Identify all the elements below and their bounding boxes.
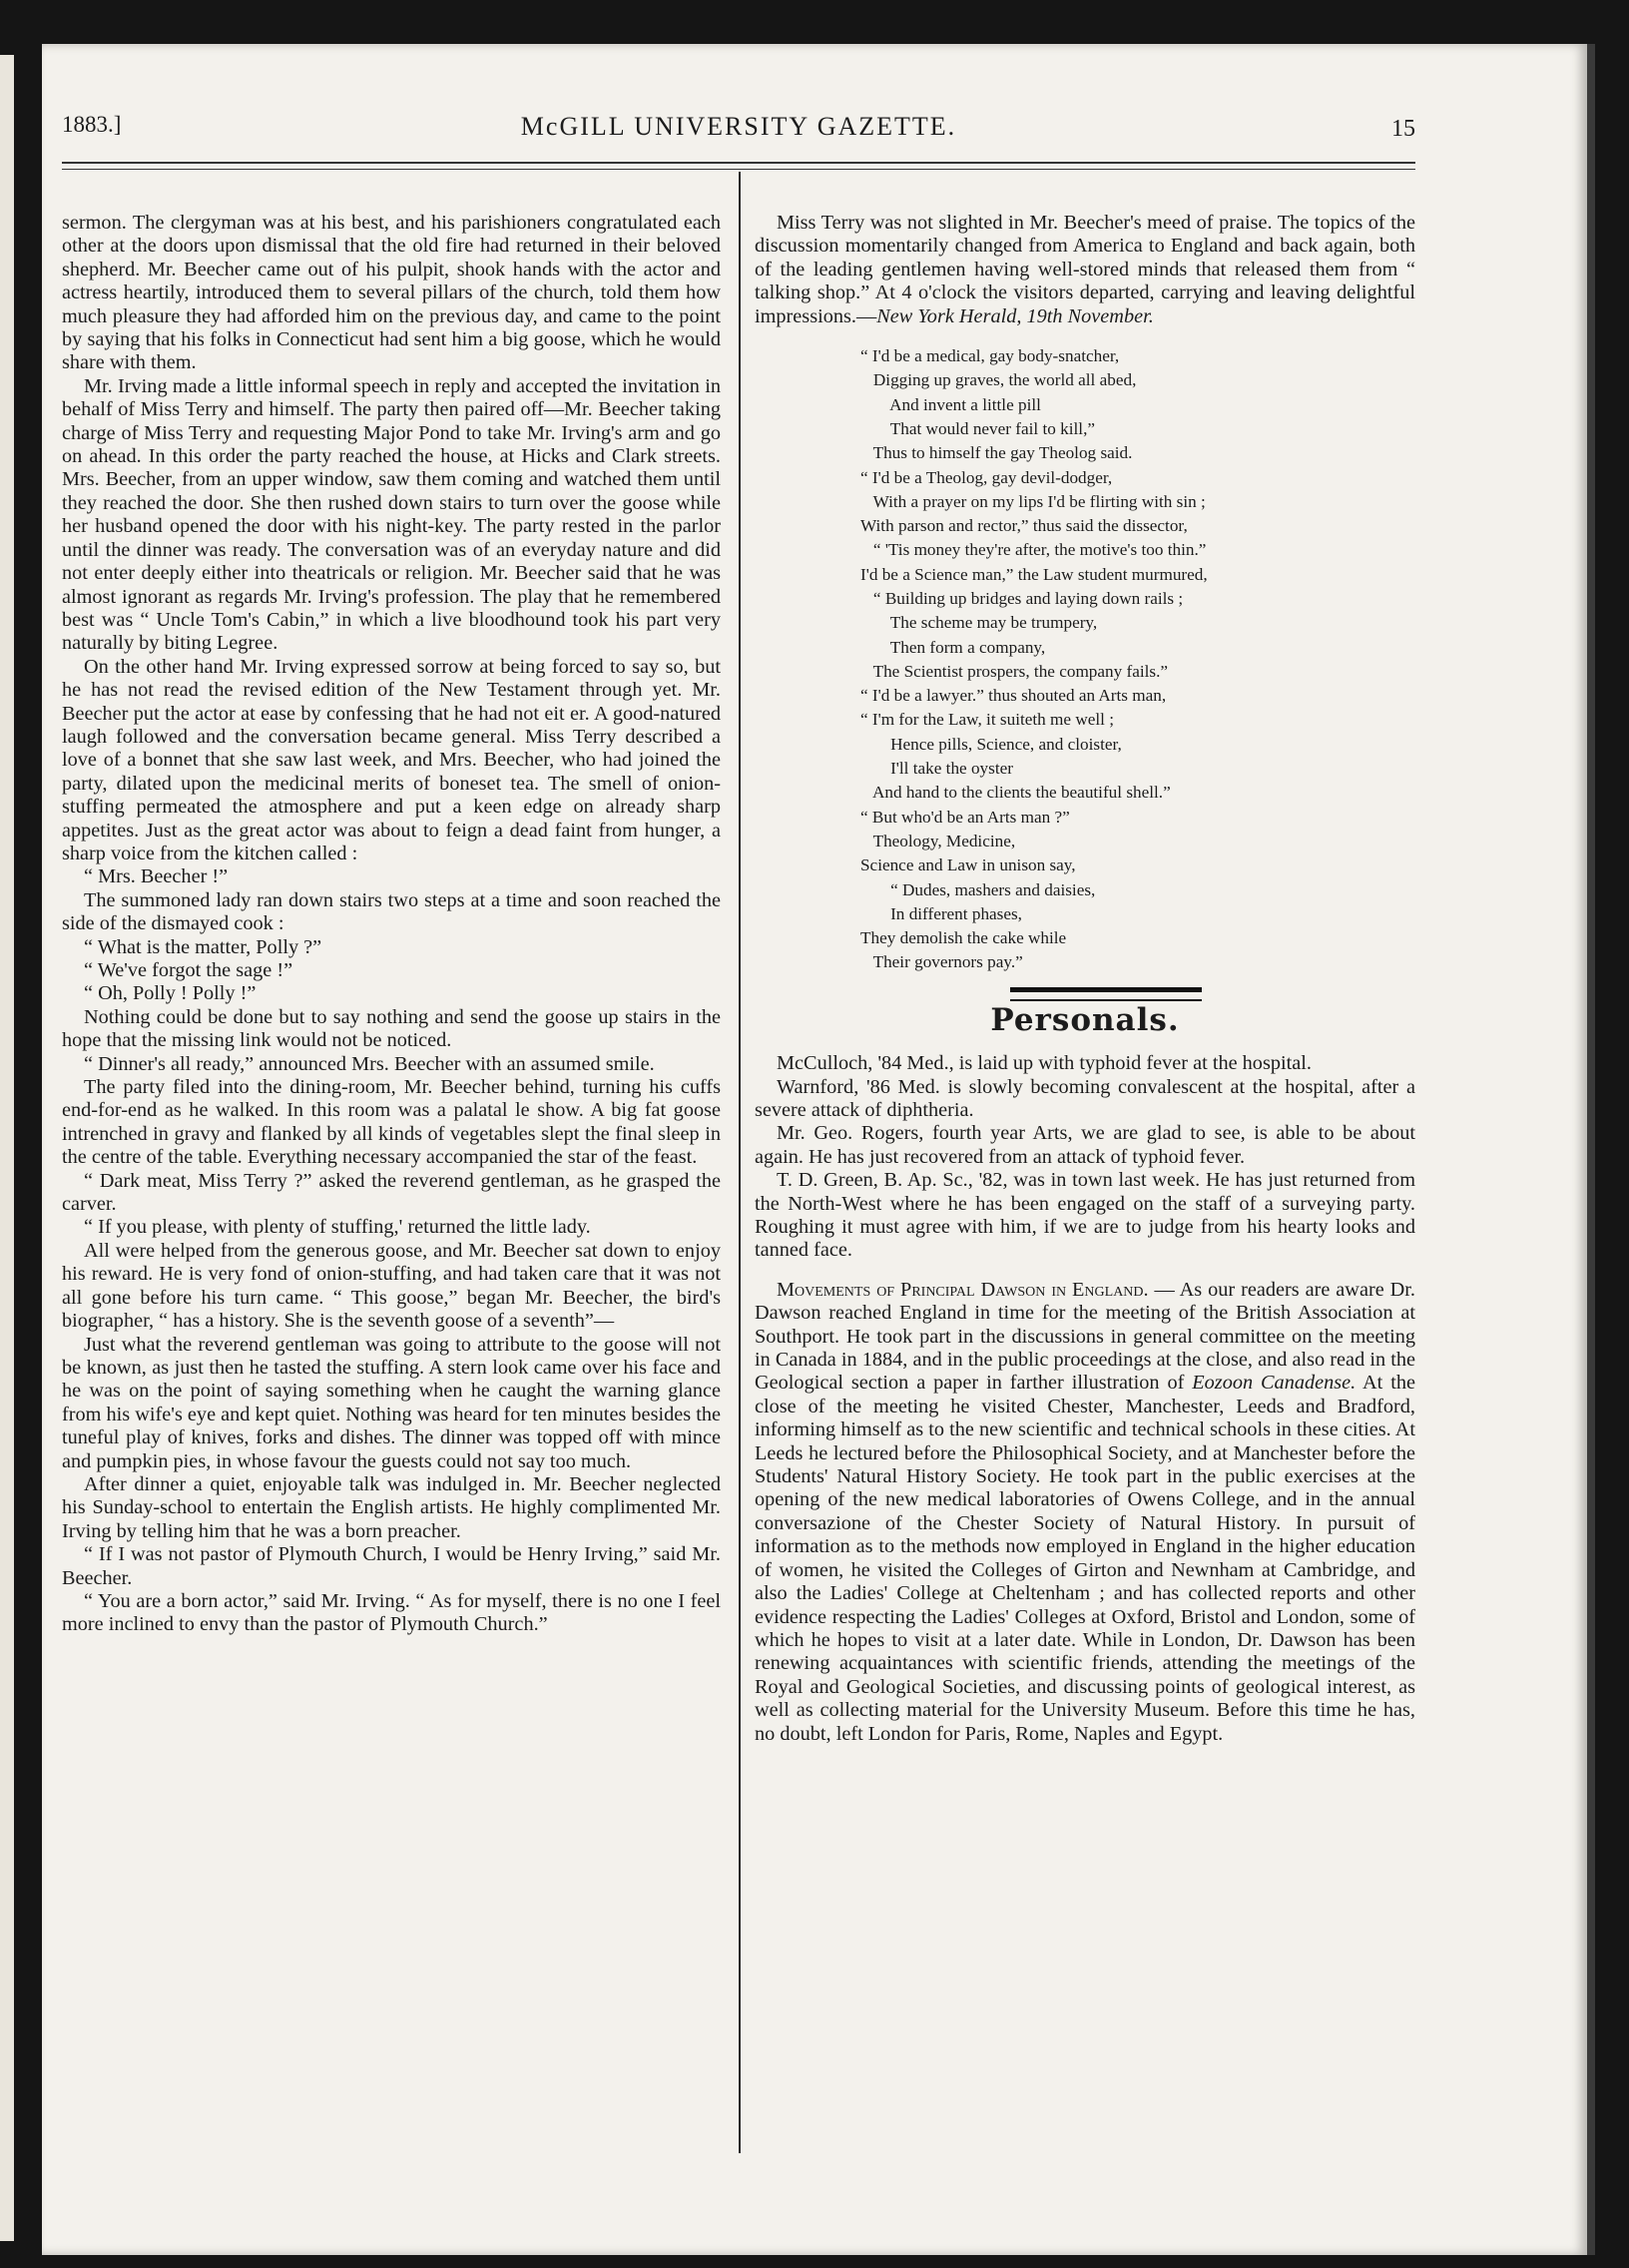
poem-line: With parson and rector,” thus said the dissector, (860, 516, 1188, 536)
dawson-heading: Movements of Principal Dawson in England. (777, 1278, 1149, 1301)
paragraph: The summoned lady ran down stairs two steps at a time and soon reached the side of the dismayed cook : (62, 888, 721, 935)
paragraph: After dinner a quiet, enjoyable talk was indulged in. Mr. Beecher neglected his Sunday-school to entertain the English artists. He highly complimented Mr. Irving by telling him that he was a born preacher. (62, 1472, 721, 1542)
section-title-personals: Personals. (990, 1001, 1180, 1038)
poem-line: Then form a company, (860, 637, 1046, 657)
page-number: 15 (1391, 116, 1415, 142)
paragraph: “ What is the matter, Polly ?” (84, 935, 322, 958)
poem-line: The Scientist prospers, the company fails.” (860, 661, 1169, 681)
poem-line: And invent a little pill (860, 394, 1041, 414)
poem-line: Science and Law in unison say, (860, 855, 1076, 875)
personal-item: Warnford, '86 Med. is slowly becoming convalescent at the hospital, after a severe attack of diphtheria. (755, 1075, 1415, 1121)
paragraph: Nothing could be done but to say nothing and send the goose up stairs in the hope that the missing link would not be noticed. (62, 1005, 721, 1052)
paragraph: “ You are a born actor,” said Mr. Irving. “ As for myself, there is no one I feel more inclined to envy than the pastor of Plymouth Church.” (62, 1589, 721, 1636)
paragraph: “ Oh, Polly ! Polly !” (84, 982, 257, 1005)
previous-page-edge (0, 55, 14, 2241)
intro-paragraph (755, 212, 1415, 328)
left-column (62, 212, 721, 1637)
personal-item: T. D. Green, B. Ap. Sc., '82, was in town last week. He has just returned from the North-West where he has been engaged on the staff of a surveying party. Roughing it must agree with him, if we are to judge from his hearty looks and tanned face. (755, 1169, 1415, 1262)
paragraph: “ If I was not pastor of Plymouth Church, I would be Henry Irving,” said Mr. Beecher. (62, 1543, 721, 1589)
paragraph: Mr. Irving made a little informal speech in reply and accepted the invitation in behalf of Miss Terry and himself. The party then paired off—Mr. Beecher taking charge of Miss Terry and requesting Major Pond to take Mr. Irving's arm and go on ahead. In this order the party reached the house, at Hicks and Clark streets. Mrs. Beecher, from an upper window, saw them coming and watched them until they reached the door. She then rushed down stairs to turn over the goose while her husband opened the door with his night-key. The party rested in the parlor until the dinner was ready. The conversation was of an everyday nature and did not enter deeply either into theatricals or religion. Mr. Beecher said that he was almost ignorant as regards Mr. Irving's profession. The play that he remembered best was “ Uncle Tom's Cabin,” in which a live bloodhound took his part very naturally by biting Legree. (62, 374, 721, 655)
paragraph: “ If you please, with plenty of stuffing,' returned the little lady. (84, 1216, 591, 1239)
page-shadow-edge (1587, 44, 1595, 2255)
publication-title: McGILL UNIVERSITY GAZETTE. (520, 112, 957, 141)
header-rule (62, 162, 1415, 170)
poem-line: Hence pills, Science, and cloister, (860, 734, 1122, 754)
paragraph: “ We've forgot the sage !” (84, 959, 293, 981)
column-divider (739, 172, 741, 2153)
poem-line: With a prayer on my lips I'd be flirting with sin ; (860, 491, 1206, 511)
intro-text: Miss Terry was not slighted in Mr. Beecher's meed of praise. The topics of the discussion momentarily changed from America to England and back again, both of the leading gentlemen having well-stored minds that released them from “ talking shop.” At 4 o'clock the visitors departed, carrying and leaving delightful impressions.— (755, 212, 1415, 327)
poem-line: “ I'd be a Theolog, gay devil-dodger, (860, 467, 1113, 487)
paragraph: “ Mrs. Beecher !” (84, 865, 229, 888)
poem-line: “ 'Tis money they're after, the motive's too thin.” (860, 540, 1207, 560)
poem-line: “ I'd be a medical, gay body-snatcher, (860, 346, 1120, 366)
poem-line: Theology, Medicine, (860, 831, 1016, 850)
poem-line: And hand to the clients the beautiful shell.” (860, 783, 1171, 803)
poem-line: “ But who'd be an Arts man ?” (860, 807, 1070, 827)
poem-line: Their governors pay.” (860, 952, 1023, 972)
paragraph: All were helped from the generous goose, and Mr. Beecher sat down to enjoy his reward. He is very fond of onion-stuffing, and had taken care that it was not all gone before his turn came. “ This goose,” began Mr. Beecher, the bird's biographer, “ has a history. She is the seventh goose of a seventh”— (62, 1239, 721, 1333)
paragraph: The party filed into the dining-room, Mr. Beecher behind, turning his cuffs end-for-end as he walked. In this room was a palatal le show. A big fat goose intrenched in gravy and flanked by all kinds of vegetables slept the final sleep in the centre of the table. Everything necessary accompanied the star of the feast. (62, 1076, 721, 1169)
dawson-paragraph (755, 1279, 1415, 1746)
intro-source: New York Herald, 19th November. (876, 304, 1154, 327)
poem-line: Thus to himself the gay Theolog said. (860, 443, 1133, 463)
paragraph: On the other hand Mr. Irving expressed sorrow at being forced to say so, but he has not read the revised edition of the New Testament through yet. Mr. Beecher put the actor at ease by confessing that he had not eit er. A good-natured laugh followed and the conversation became general. Miss Terry described a love of a bonnet that she saw last week, and Mrs. Beecher, who had joined the party, dilated upon the medicinal merits of boneset tea. The smell of onion-stuffing permeated the atmosphere and put a keen edge on already sharp appetites. Just as the great actor was about to feign a dead faint from hunger, a sharp voice from the kitchen called : (62, 655, 721, 864)
paragraph: sermon. The clergyman was at his best, and his parishioners congratulated each other at the doors upon dismissal that the old fire had returned in their beloved shepherd. Mr. Beecher came out of his pulpit, shook hands with the actor and actress heartily, introduced them to several pillars of the church, told them how much pleasure they had afforded him on the previous day, and came to the point by saying that his folks in Connecticut had sent him a big goose, which he would share with them. (62, 212, 721, 374)
poem-line: “ Building up bridges and laying down rails ; (860, 589, 1184, 608)
paragraph: “ Dark meat, Miss Terry ?” asked the reverend gentleman, as he grasped the carver. (62, 1169, 721, 1216)
right-column (755, 212, 1415, 1746)
poem-line: Digging up graves, the world all abed, (860, 370, 1137, 390)
poem-line: I'll take the oyster (860, 759, 1013, 779)
paragraph: Just what the reverend gentleman was going to attribute to the goose will not be known, as just then he tasted the stuffing. A stern look came over his face and he was on the point of saying something when he caught the warning glance from his wife's eye and kept quiet. Nothing was heard for ten minutes besides the tuneful play of knives, forks and dishes. The dinner was topped off with mince and pumpkin pies, in whose favour the guests could not say too much. (62, 1333, 721, 1472)
section-ornament-rule (1010, 987, 1202, 1001)
dawson-text-1: — As our readers are aware Dr. Dawson reached England in time for the meeting of the British Association at Southport. He took part in the discussions in general committee on the meeting in Canada in 1884, and in the public proceedings at the close, and also read in the Geological section a paper in farther illustration of (755, 1278, 1415, 1395)
dawson-text-2: At the close of the meeting he visited Chester, Manchester, Leeds and Bradford, informing himself as to the new scientific and technical schools in these cities. At Leeds he lectured before the Philosophical Society, and at Manchester before the Students' Natural History Society. He took part in the public exercises at the opening of the new medical laboratories of Owens College, and in the annual conversazione of the Chester Society of Natural History. In pursuit of information as to the methods now employed in England in the higher education of women, he visited the Colleges of Girton and Newnham at Cambridge, and also the Ladies' College at Cheltenham ; and has collected reports and other evidence respecting the Ladies' Colleges at Oxford, Bristol and London, some of which he hopes to visit at a later date. While in London, Dr. Dawson has been renewing acquaintances with scientific friends, attending the meetings of the Royal and Geological Societies, and discussing points of geological interest, as well as collecting material for the University Museum. Before this time he has, no doubt, left London for Paris, Rome, Naples and Egypt. (755, 1372, 1415, 1745)
paragraph: “ Dinner's all ready,” announced Mrs. Beecher with an assumed smile. (84, 1052, 655, 1075)
poem-line: “ I'd be a lawyer.” thus shouted an Arts man, (860, 686, 1167, 706)
personal-item: McCulloch, '84 Med., is laid up with typhoid fever at the hospital. (777, 1052, 1312, 1075)
poem-line: They demolish the cake while (860, 928, 1067, 948)
poem-line: “ Dudes, mashers and daisies, (860, 879, 1096, 899)
poem-line: “ I'm for the Law, it suiteth me well ; (860, 710, 1114, 730)
poem (755, 344, 1415, 975)
personal-item: Mr. Geo. Rogers, fourth year Arts, we are glad to see, is able to be about again. He has just recovered from an attack of typhoid fever. (755, 1122, 1415, 1168)
poem-line: That would never fail to kill,” (860, 418, 1096, 438)
dawson-italic: Eozoon Canadense. (1192, 1372, 1357, 1395)
poem-line: I'd be a Science man,” the Law student murmured, (860, 564, 1208, 584)
page-header (62, 112, 1415, 152)
poem-line: The scheme may be trumpery, (860, 613, 1098, 633)
header-year: 1883.] (62, 112, 122, 137)
poem-line: In different phases, (860, 903, 1022, 923)
